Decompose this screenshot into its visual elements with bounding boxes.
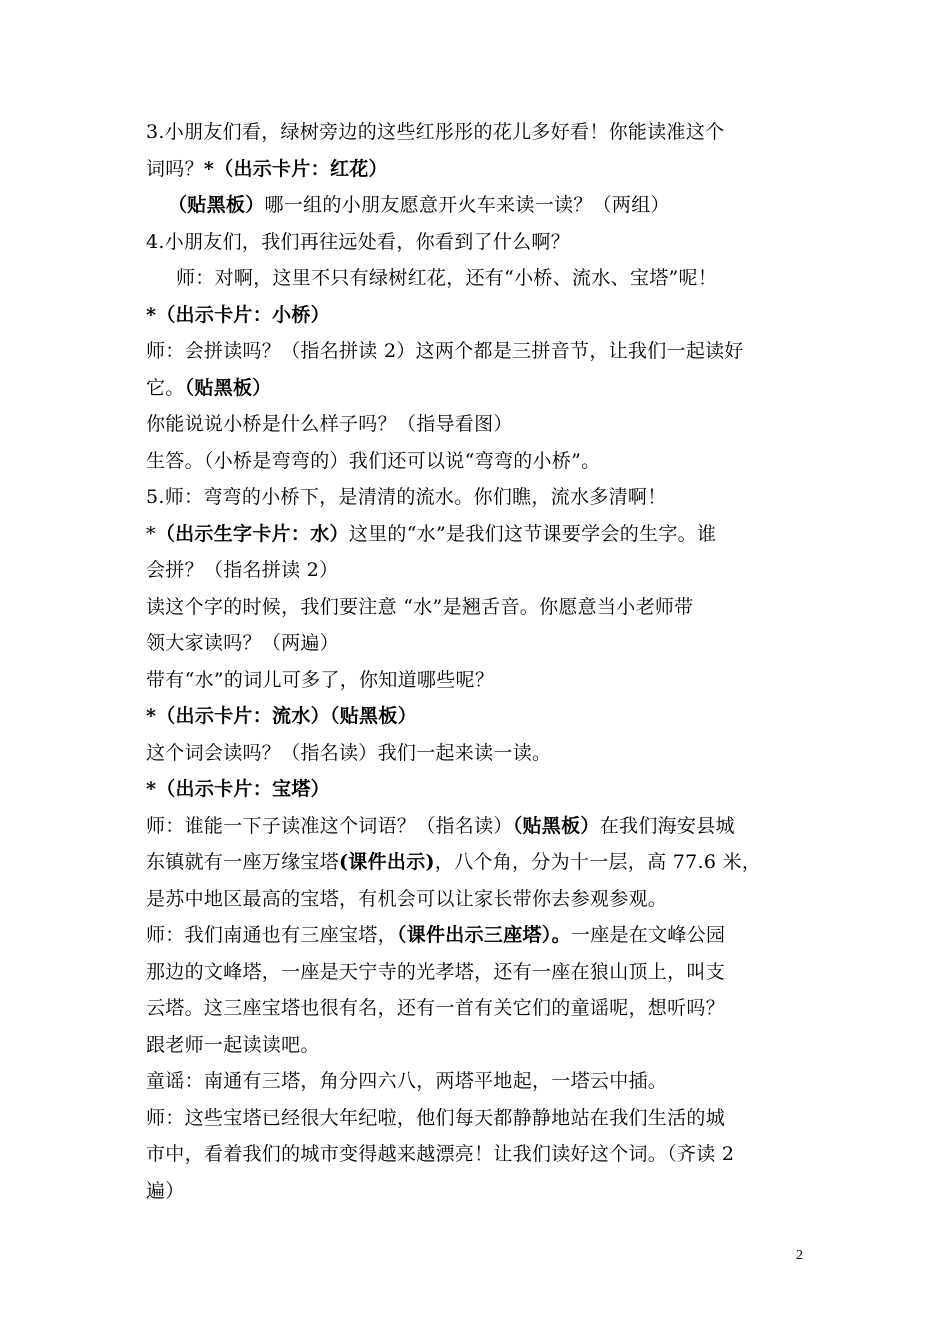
text-segment: 你能说说小桥是什么样子吗？（指导看图） bbox=[146, 413, 513, 435]
text-segment: 师：会拼读吗？（指名拼读 2）这两个都是三拼音节，让我们一起读好 bbox=[146, 340, 744, 362]
text-segment: 师：对啊，这里不只有绿树红花，还有“小桥、流水、宝塔”呢！ bbox=[176, 267, 718, 289]
bold-text-segment: （贴黑板） bbox=[168, 194, 265, 216]
text-line bbox=[146, 552, 812, 589]
text-segment: 市中，看着我们的城市变得越来越漂亮！让我们读好这个词。（齐读 2 bbox=[146, 1143, 735, 1165]
text-segment: 东镇就有一座万缘宝塔 bbox=[146, 851, 340, 873]
text-line bbox=[146, 844, 812, 881]
bold-text-segment: (课件出示) bbox=[339, 851, 435, 873]
text-line bbox=[146, 1027, 812, 1064]
bold-text-segment: *（出示卡片：红花） bbox=[203, 157, 388, 180]
text-segment: 哪一组的小朋友愿意开火车来读一读？（两组） bbox=[264, 194, 670, 216]
text-line bbox=[146, 297, 812, 334]
text-segment: 师：谁能一下子读准这个词语？（指名读） bbox=[146, 814, 513, 837]
text-line bbox=[146, 771, 812, 808]
text-segment: 童谣：南通有三塔，角分四六八，两塔平地起，一塔云中插。 bbox=[146, 1070, 668, 1092]
bold-text-segment: （贴黑板） bbox=[512, 814, 600, 837]
text-line bbox=[146, 990, 812, 1027]
text-segment: 5.师：弯弯的小桥下，是清清的流水。你们瞧，流水多清啊！ bbox=[146, 486, 667, 508]
text-line bbox=[146, 625, 812, 662]
text-segment: 这里的“水”是我们这节课要学会的生字。谁 bbox=[348, 522, 717, 545]
text-line bbox=[146, 954, 812, 991]
text-segment: 在我们海安县城 bbox=[599, 814, 735, 837]
text-line bbox=[146, 260, 812, 297]
text-line bbox=[146, 224, 812, 261]
text-segment: 带有“水”的词儿可多了，你知道哪些呢？ bbox=[146, 668, 495, 691]
text-line bbox=[146, 808, 812, 845]
text-segment: 4.小朋友们，我们再往远处看，你看到了什么啊？ bbox=[146, 230, 571, 253]
text-segment: 那边的文峰塔，一座是天宁寺的光孝塔，还有一座在狼山顶上，叫支 bbox=[146, 960, 726, 983]
text-line bbox=[146, 1136, 812, 1173]
text-line bbox=[146, 735, 812, 772]
text-segment: * bbox=[146, 522, 156, 545]
bold-text-segment: （课件出示三座塔）。 bbox=[396, 924, 571, 946]
text-line bbox=[146, 589, 812, 626]
text-line bbox=[146, 1063, 812, 1100]
text-segment: 师：这些宝塔已经很大年纪啦，他们每天都静静地站在我们生活的城 bbox=[146, 1106, 726, 1129]
text-segment: ，八个角，分为十一层，高 77.6 米， bbox=[434, 851, 762, 873]
text-line bbox=[146, 1100, 812, 1137]
text-line bbox=[146, 917, 812, 954]
text-segment: 是苏中地区最高的宝塔，有机会可以让家长带你去参观参观。 bbox=[146, 887, 668, 910]
text-line bbox=[146, 114, 812, 151]
text-line bbox=[146, 406, 812, 443]
text-segment: 遍） bbox=[146, 1179, 185, 1202]
text-segment: 读这个字的时候，我们要注意 “水”是翘舌音。你愿意当小老师带 bbox=[146, 595, 694, 618]
text-line bbox=[146, 443, 812, 480]
text-line bbox=[146, 370, 812, 407]
page-number: 2 bbox=[796, 1248, 803, 1263]
text-segment: 师：我们南通也有三座宝塔， bbox=[146, 924, 397, 946]
text-line bbox=[146, 479, 812, 516]
text-line bbox=[146, 1173, 812, 1210]
text-segment: 一座是在文峰公园 bbox=[570, 924, 726, 946]
bold-text-segment: （贴黑板） bbox=[184, 376, 272, 399]
bold-text-segment: *（出示卡片：流水）（贴黑板） bbox=[146, 705, 417, 727]
text-line bbox=[146, 516, 812, 553]
text-line bbox=[146, 151, 812, 188]
document-body bbox=[146, 114, 812, 1209]
text-segment: 这个词会读吗？（指名读）我们一起来读一读。 bbox=[146, 741, 552, 764]
text-line bbox=[146, 187, 812, 224]
text-segment: 3.小朋友们看，绿树旁边的这些红彤彤的花儿多好看！你能读准这个 bbox=[146, 121, 725, 143]
text-segment: 跟老师一起读读吧。 bbox=[146, 1033, 320, 1056]
text-line bbox=[146, 881, 812, 918]
text-line bbox=[146, 698, 812, 735]
text-segment: 它。 bbox=[146, 376, 185, 399]
text-segment: 会拼？（指名拼读 2） bbox=[146, 559, 339, 581]
text-segment: 生答。（小桥是弯弯的）我们还可以说“弯弯的小桥”。 bbox=[146, 449, 601, 472]
text-line bbox=[146, 662, 812, 699]
bold-text-segment: *（出示卡片：小桥） bbox=[146, 303, 330, 326]
bold-text-segment: （出示生字卡片：水） bbox=[155, 522, 349, 545]
text-segment: 云塔。这三座宝塔也很有名，还有一首有关它们的童谣呢，想听吗？ bbox=[146, 997, 726, 1019]
text-segment: 词吗？ bbox=[146, 157, 204, 180]
text-segment: 领大家读吗？（两遍） bbox=[146, 632, 340, 654]
bold-text-segment: *（出示卡片：宝塔） bbox=[146, 778, 330, 800]
text-line bbox=[146, 333, 812, 370]
